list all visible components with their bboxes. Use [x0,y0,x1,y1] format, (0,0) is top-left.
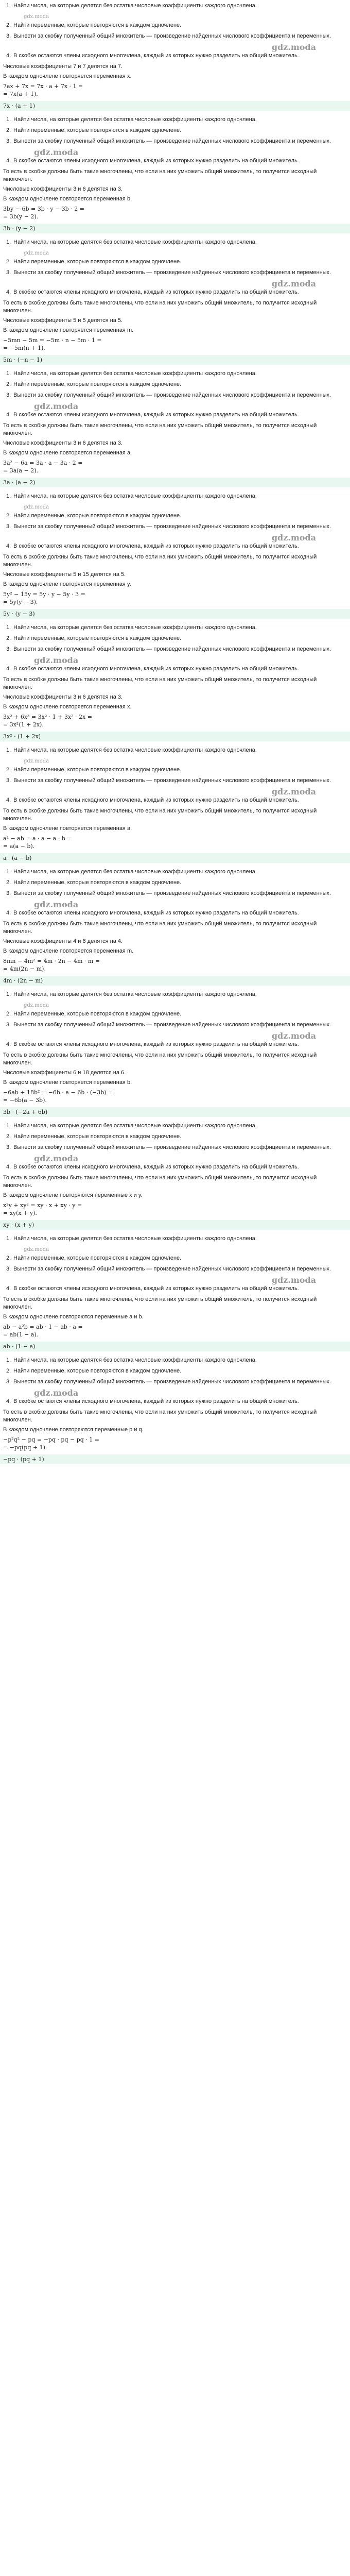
answer-highlight: 5m · (−n − 1) [0,355,350,365]
step-number: 3. [6,138,11,144]
watermark: gdz.moda [271,787,316,796]
algorithm-step [3,392,347,399]
algorithm-step [3,1357,347,1364]
step-text: Вынести за скобку полученный общий множитель — произведение найденных числового коэффициента и переменных. [13,269,331,276]
step-number: 1. [6,370,11,377]
explanation-text: То есть в скобке должны быть такие многочлены, что если на них умножить общий множитель, то получится исходный многочлен. [3,300,317,314]
algorithm-step [3,138,347,145]
step-text: Вынести за скобку полученный общий множитель — произведение найденных числового коэффициента и переменных. [13,138,331,144]
step-number: 4. [6,158,11,164]
explanation-text: В каждом одночлене повторяется переменная b. [3,1079,132,1086]
step-text: В скобке остаются члены исходного многочлена, каждый из которых нужно разделить на общий множитель. [13,1398,299,1404]
algorithm-step [3,868,347,876]
algorithm-step [3,1235,347,1243]
step-number: 4. [6,1285,11,1292]
watermark: gdz.moda [271,279,316,289]
math-line: 7ax + 7x = 7x · a + 7x · 1 = [3,83,83,90]
example-block [3,493,347,619]
math-line: = 3x²(1 + 2x). [3,721,44,728]
answer-highlight: a · (a − b) [0,853,350,863]
step-text: В скобке остаются члены исходного многочлена, каждый из которых нужно разделить на общий множитель. [13,53,299,59]
algorithm-step [3,1144,347,1151]
step-text: Найти переменные, которые повторяются в каждом одночлене. [13,381,182,387]
step-number: 2. [6,767,11,773]
step-number: 4. [6,412,11,418]
algorithm-step [3,909,347,917]
step-number: 1. [6,1357,11,1363]
step-text: Найти переменные, которые повторяются в каждом одночлене. [13,22,182,28]
step-number: 2. [6,1255,11,1261]
algorithm-step [3,411,347,419]
algorithm-step [3,1122,347,1130]
algorithm-step [3,879,347,887]
math-line: −p²q² − pq = −pq · pq − pq · 1 = [3,1436,99,1443]
step-text: В скобке остаются члены исходного многочлена, каждый из которых нужно разделить на общий множитель. [13,666,299,672]
step-text: Найти числа, на которые делятся без остатка числовые коэффициенты каждого одночлена. [13,1235,257,1242]
step-text: Вынести за скобку полученный общий множитель — произведение найденных числового коэффициента и переменных. [13,1266,331,1272]
step-text: В скобке остаются члены исходного многочлена, каждый из которых нужно разделить на общий множитель. [13,797,299,803]
step-number: 1. [6,1235,11,1242]
explanation-text: Числовые коэффициенты 3 и 6 делятся на 3. [3,186,123,192]
algorithm-step [3,493,347,500]
watermark: gdz.moda [24,1247,49,1252]
example-block [3,370,347,487]
step-number: 2. [6,1011,11,1017]
algorithm-step [3,116,347,124]
step-text: Найти переменные, которые повторяются в каждом одночлене. [13,259,182,265]
step-number: 2. [6,513,11,519]
answer-highlight: −pq · (pq + 1) [0,1454,350,1464]
step-text: Найти числа, на которые делятся без остатка числовые коэффициенты каждого одночлена. [13,869,257,875]
explanation-text: В каждом одночлене повторяется переменная x. [3,704,132,710]
step-number: 3. [6,1022,11,1028]
step-text: В скобке остаются члены исходного многочлена, каждый из которых нужно разделить на общий множитель. [13,1285,299,1292]
algorithm-step [3,890,347,897]
explanation-text: Числовые коэффициенты 7 и 7 делятся на 7. [3,63,123,70]
explanation-text: То есть в скобке должны быть такие многочлены, что если на них умножить общий множитель, то получится исходный многочлен. [3,808,317,822]
math-line: = −6b(a − 3b). [3,1097,47,1104]
step-number: 1. [6,3,11,9]
algorithm-step [3,2,347,10]
step-number: 2. [6,381,11,387]
step-number: 2. [6,22,11,28]
watermark: gdz.moda [34,1388,79,1398]
math-line: = 3a(a − 2). [3,467,39,474]
example-block [3,1122,347,1230]
step-number: 2. [6,259,11,265]
step-text: Найти переменные, которые повторяются в каждом одночлене. [13,635,182,641]
step-text: В скобке остаются члены исходного многочлена, каждый из которых нужно разделить на общий множитель. [13,158,299,164]
step-number: 1. [6,747,11,753]
step-text: Найти числа, на которые делятся без остатка числовые коэффициенты каждого одночлена. [13,493,257,499]
explanation-text: В каждом одночлене повторяется переменная x. [3,73,132,79]
algorithm-step [3,766,347,774]
step-number: 1. [6,493,11,499]
step-text: Найти числа, на которые делятся без остатка числовые коэффициенты каждого одночлена. [13,116,257,123]
algorithm-step [3,1398,347,1405]
math-line: = 7x(a + 1). [3,91,38,97]
explanation-text: В каждом одночлене повторяются переменные p и q. [3,1427,144,1433]
algorithm-step [3,1285,347,1293]
algorithm-step [3,1255,347,1262]
step-number: 4. [6,1041,11,1047]
watermark: gdz.moda [24,758,49,764]
step-text: В скобке остаются члены исходного многочлена, каждый из которых нужно разделить на общий множитель. [13,543,299,549]
step-text: В скобке остаются члены исходного многочлена, каждый из которых нужно разделить на общий множитель. [13,910,299,916]
math-line: = ab(1 − a). [3,1331,39,1338]
explanation-text: То есть в скобке должны быть такие многочлены, что если на них умножить общий множитель, то получится исходный многочлен. [3,168,317,182]
explanation-text: То есть в скобке должны быть такие многочлены, что если на них умножить общий множитель, то получится исходный многочлен. [3,554,317,568]
algorithm-step [3,991,347,998]
algorithm-step [3,52,347,60]
step-number: 1. [6,239,11,245]
algorithm-step [3,1163,347,1171]
math-derivation [3,835,347,850]
step-number: 4. [6,910,11,916]
step-number: 1. [6,869,11,875]
step-text: Вынести за скобку полученный общий множитель — произведение найденных числового коэффициента и переменных. [13,523,331,530]
step-number: 4. [6,543,11,549]
example-block [3,2,347,111]
answer-highlight: xy · (x + y) [0,1220,350,1230]
step-number: 3. [6,777,11,784]
explanation-text: В каждом одночлене повторяется переменная m. [3,948,134,954]
explanation-text: Числовые коэффициенты 3 и 6 делятся на 3. [3,440,123,446]
math-derivation [3,459,347,474]
math-derivation [3,590,347,606]
step-text: Найти числа, на которые делятся без остатка числовые коэффициенты каждого одночлена. [13,991,257,997]
algorithm-step [3,1378,347,1386]
watermark: gdz.moda [271,1031,316,1041]
algorithm-step [3,1265,347,1273]
step-text: Вынести за скобку полученный общий множитель — произведение найденных числового коэффициента и переменных. [13,646,331,652]
step-text: В скобке остаются члены исходного многочлена, каждый из которых нужно разделить на общий множитель. [13,412,299,418]
explanation-text: То есть в скобке должны быть такие многочлены, что если на них умножить общий множитель, то получится исходный многочлен. [3,1409,317,1423]
math-line: a² − ab = a · a − a · b = [3,835,72,842]
algorithm-step [3,1133,347,1141]
math-derivation [3,957,347,973]
watermark: gdz.moda [24,250,49,256]
algorithm-step [3,269,347,277]
math-derivation [3,205,347,221]
step-text: Вынести за скобку полученный общий множитель — произведение найденных числового коэффициента и переменных. [13,777,331,784]
algorithm-step [3,370,347,378]
answer-highlight: 3b · (y − 2) [0,224,350,233]
algorithm-step [3,747,347,754]
explanation-text: В каждом одночлене повторяются переменные x и y. [3,1192,143,1198]
explanation-text: Числовые коэффициенты 6 и 18 делятся на 6. [3,1070,126,1076]
step-text: Найти числа, на которые делятся без остатка числовые коэффициенты каждого одночлена. [13,1123,257,1129]
math-line: 3x² + 6x³ = 3x² · 1 + 3x² · 2x = [3,714,92,720]
answer-highlight: 3a · (a − 2) [0,478,350,487]
math-line: = 4m(2n − m). [3,965,46,972]
algorithm-step [3,796,347,804]
step-text: Найти переменные, которые повторяются в каждом одночлене. [13,879,182,886]
watermark: gdz.moda [34,401,79,411]
math-derivation [3,713,347,728]
explanation-text: В каждом одночлене повторяется переменная b. [3,196,132,202]
math-derivation [3,336,347,352]
math-line: x²y + xy² = xy · x + xy · y = [3,1202,82,1209]
algorithm-step [3,1041,347,1048]
explanation-text: То есть в скобке должны быть такие многочлены, что если на них умножить общий множитель, то получится исходный многочлен. [3,676,317,690]
math-line: = −5m(n + 1). [3,345,45,351]
answer-highlight: ab · (1 − a) [0,1342,350,1351]
example-block [3,624,347,741]
step-number: 4. [6,53,11,59]
step-number: 3. [6,269,11,276]
algorithm-step [3,1367,347,1375]
explanation-text: Числовые коэффициенты 4 и 8 делятся на 4. [3,938,123,944]
example-block [3,991,347,1117]
explanation-text: Числовые коэффициенты 5 и 15 делятся на 5. [3,571,126,578]
step-text: Вынести за скобку полученный общий множитель — произведение найденных числового коэффициента и переменных. [13,1379,331,1385]
explanation-text: В каждом одночлене повторяется переменная m. [3,327,134,333]
algorithm-step [3,777,347,785]
step-number: 4. [6,289,11,295]
step-text: Найти переменные, которые повторяются в каждом одночлене. [13,1255,182,1261]
step-number: 4. [6,666,11,672]
math-derivation [3,1436,347,1451]
explanation-text: В каждом одночлене повторяется переменная a. [3,450,132,456]
step-text: В скобке остаются члены исходного многочлена, каждый из которых нужно разделить на общий множитель. [13,1164,299,1170]
algorithm-step [3,512,347,520]
algorithm-step [3,22,347,29]
answer-highlight: 5y · (y − 3) [0,609,350,619]
algorithm-step [3,157,347,165]
step-text: Найти переменные, которые повторяются в каждом одночлене. [13,513,182,519]
example-block [3,239,347,365]
step-number: 1. [6,1123,11,1129]
math-line: 8mn − 4m² = 4m · 2n − 4m · m = [3,958,100,964]
math-derivation [3,1201,347,1217]
step-number: 3. [6,890,11,896]
explanation-text: То есть в скобке должны быть такие многочлены, что если на них умножить общий множитель, то получится исходный многочлен. [3,921,317,935]
step-number: 3. [6,1144,11,1150]
step-number: 3. [6,1266,11,1272]
math-line: = xy(x + y). [3,1210,37,1216]
watermark: gdz.moda [34,900,79,909]
explanation-text: В каждом одночлене повторяется переменная a. [3,825,132,832]
explanation-text: То есть в скобке должны быть такие многочлены, что если на них умножить общий множитель, то получится исходный многочлен. [3,1052,317,1066]
math-line: 3by − 6b = 3b · y − 3b · 2 = [3,206,84,212]
algorithm-step [3,665,347,673]
math-derivation [3,1089,347,1104]
step-number: 2. [6,127,11,133]
step-number: 4. [6,1164,11,1170]
watermark: gdz.moda [24,1003,49,1008]
explanation-text: То есть в скобке должны быть такие многочлены, что если на них умножить общий множитель, то получится исходный многочлен. [3,422,317,436]
step-text: Найти числа, на которые делятся без остатка числовые коэффициенты каждого одночлена. [13,747,257,753]
step-text: Вынести за скобку полученный общий множитель — произведение найденных числового коэффициента и переменных. [13,33,331,39]
example-block [3,868,347,986]
algorithm-step [3,1021,347,1029]
watermark: gdz.moda [271,42,316,52]
watermark: gdz.moda [271,533,316,543]
step-number: 1. [6,991,11,997]
algorithm-step [3,635,347,642]
step-text: В скобке остаются члены исходного многочлена, каждый из которых нужно разделить на общий множитель. [13,289,299,295]
algorithm-step [3,127,347,134]
math-line: = −pq(pq + 1). [3,1444,47,1451]
answer-highlight: 3x² · (1 + 2x) [0,732,350,741]
step-number: 4. [6,1398,11,1404]
math-line: −6ab + 18b² = −6b · a − 6b · (−3b) = [3,1089,113,1096]
step-number: 3. [6,646,11,652]
step-text: Найти числа, на которые делятся без остатка числовые коэффициенты каждого одночлена. [13,624,257,631]
algorithm-step [3,523,347,531]
step-text: Вынести за скобку полученный общий множитель — произведение найденных числового коэффициента и переменных. [13,890,331,896]
step-number: 2. [6,879,11,886]
step-text: Найти числа, на которые делятся без остатка числовые коэффициенты каждого одночлена. [13,370,257,377]
step-text: Вынести за скобку полученный общий множитель — произведение найденных числового коэффициента и переменных. [13,1022,331,1028]
step-text: Найти переменные, которые повторяются в каждом одночлене. [13,1133,182,1140]
algorithm-step [3,624,347,632]
step-text: Найти переменные, которые повторяются в каждом одночлене. [13,1368,182,1374]
watermark: gdz.moda [24,504,49,510]
step-number: 3. [6,523,11,530]
watermark: gdz.moda [34,655,79,665]
step-number: 4. [6,797,11,803]
math-line: = 3b(y − 2). [3,213,39,220]
math-line: = 5y(y − 3). [3,599,38,605]
answer-highlight: 3b · (−2a + 6b) [0,1107,350,1117]
step-text: Найти переменные, которые повторяются в каждом одночлене. [13,1011,182,1017]
answer-highlight: 7x · (a + 1) [0,101,350,111]
step-text: В скобке остаются члены исходного многочлена, каждый из которых нужно разделить на общий множитель. [13,1041,299,1047]
step-text: Вынести за скобку полученный общий множитель — произведение найденных числового коэффициента и переменных. [13,392,331,398]
watermark: gdz.moda [271,1275,316,1285]
explanation-text: Числовые коэффициенты 5 и 5 делятся на 5. [3,317,123,324]
step-number: 3. [6,33,11,39]
explanation-text: То есть в скобке должны быть такие многочлены, что если на них умножить общий множитель, то получится исходный многочлен. [3,1175,317,1189]
math-derivation [3,82,347,98]
step-number: 2. [6,1133,11,1140]
example-block [3,747,347,863]
algorithm-step [3,1010,347,1018]
explanation-text: В каждом одночлене повторяется переменная y. [3,581,131,587]
math-line: 5y² − 15y = 5y · y − 5y · 3 = [3,591,85,598]
explanation-text: В каждом одночлене повторяются переменные a и b. [3,1314,144,1320]
algorithm-step [3,239,347,246]
algorithm-step [3,646,347,653]
step-number: 2. [6,635,11,641]
step-number: 2. [6,1368,11,1374]
example-block [3,1235,347,1351]
math-line: = a(a − b). [3,843,35,850]
example-block [3,1357,347,1464]
watermark: gdz.moda [34,1154,79,1163]
step-text: Найти числа, на которые делятся без остатка числовые коэффициенты каждого одночлена. [13,1357,257,1363]
math-line: −5mn − 5m = −5m · n − 5m · 1 = [3,337,102,344]
algorithm-step [3,289,347,296]
step-number: 3. [6,1379,11,1385]
watermark: gdz.moda [24,14,49,20]
step-text: Найти числа, на которые делятся без остатка числовые коэффициенты каждого одночлена. [13,239,257,245]
watermark: gdz.moda [34,147,79,157]
explanation-text: Числовые коэффициенты 3 и 6 делятся на 3. [3,694,123,700]
step-number: 1. [6,624,11,631]
algorithm-step [3,258,347,266]
algorithm-step [3,543,347,550]
example-block [3,116,347,233]
algorithm-step [3,381,347,388]
math-derivation [3,1323,347,1338]
step-text: Найти переменные, которые повторяются в каждом одночлене. [13,767,182,773]
step-text: Найти переменные, которые повторяются в каждом одночлене. [13,127,182,133]
step-number: 3. [6,392,11,398]
step-text: Вынести за скобку полученный общий множитель — произведение найденных числового коэффициента и переменных. [13,1144,331,1150]
math-line: ab − a²b = ab · 1 − ab · a = [3,1324,83,1330]
step-text: Найти числа, на которые делятся без остатка числовые коэффициенты каждого одночлена. [13,3,257,9]
math-line: 3a² − 6a = 3a · a − 3a · 2 = [3,460,83,466]
step-number: 1. [6,116,11,123]
explanation-text: То есть в скобке должны быть такие многочлены, что если на них умножить общий множитель, то получится исходный многочлен. [3,1296,317,1310]
answer-highlight: 4m · (2n − m) [0,976,350,986]
algorithm-step [3,32,347,40]
